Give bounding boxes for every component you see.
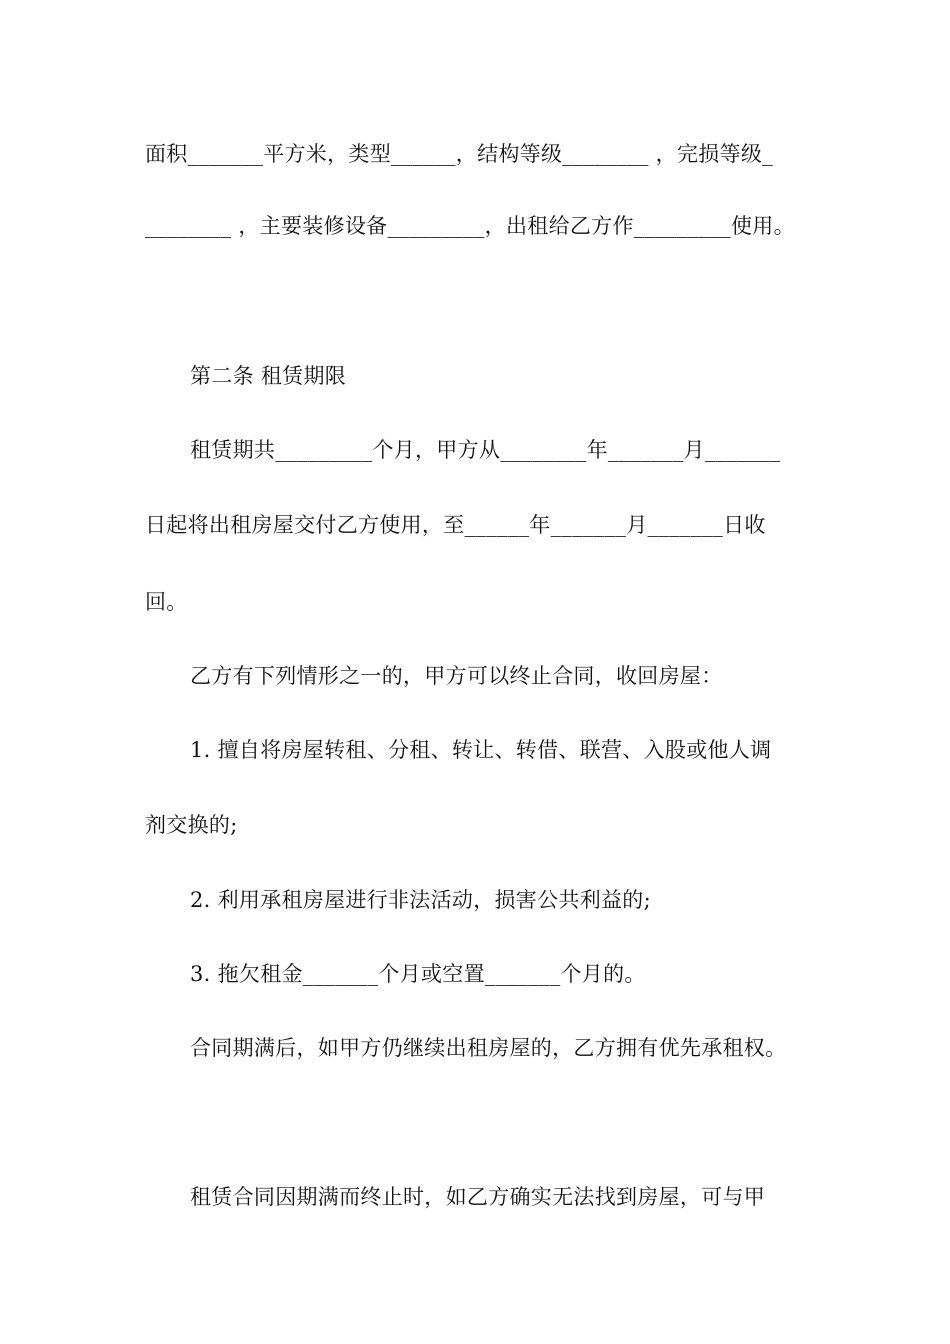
clause-two-line: 2. 利用承租房屋进行非法活动，损害公共利益的; bbox=[190, 888, 651, 912]
priority-lease-line: 合同期满后，如甲方仍继续出租房屋的，乙方拥有优先承租权。 bbox=[190, 1036, 787, 1060]
lease-term-line-continued: 日起将出租房屋交付乙方使用，至______年_______月_______日收 bbox=[145, 513, 766, 537]
lease-term-line: 租赁期共_________个月，甲方从________年_______月_______ bbox=[190, 438, 781, 462]
contract-expiry-line: 租赁合同因期满而终止时，如乙方确实无法找到房屋，可与甲 bbox=[190, 1185, 766, 1209]
termination-intro-line: 乙方有下列情形之一的，甲方可以终止合同，收回房屋： bbox=[190, 664, 723, 688]
lease-term-line-end: 回。 bbox=[145, 590, 188, 614]
clause-one-line: 1. 擅自将房屋转租、分租、转让、转借、联营、入股或他人调 bbox=[190, 738, 772, 762]
clause-three-line: 3. 拖欠租金_______个月或空置_______个月的。 bbox=[190, 962, 646, 986]
area-type-grade-line: 面积_______平方米，类型______，结构等级________ ，完损等级_ bbox=[145, 142, 773, 166]
clause-one-line-continued: 剂交换的; bbox=[145, 813, 238, 837]
article-two-heading: 第二条 租赁期限 bbox=[190, 364, 347, 388]
decoration-usage-line: ________ ，主要装修设备_________，出租给乙方作_________使用。 bbox=[145, 214, 795, 238]
